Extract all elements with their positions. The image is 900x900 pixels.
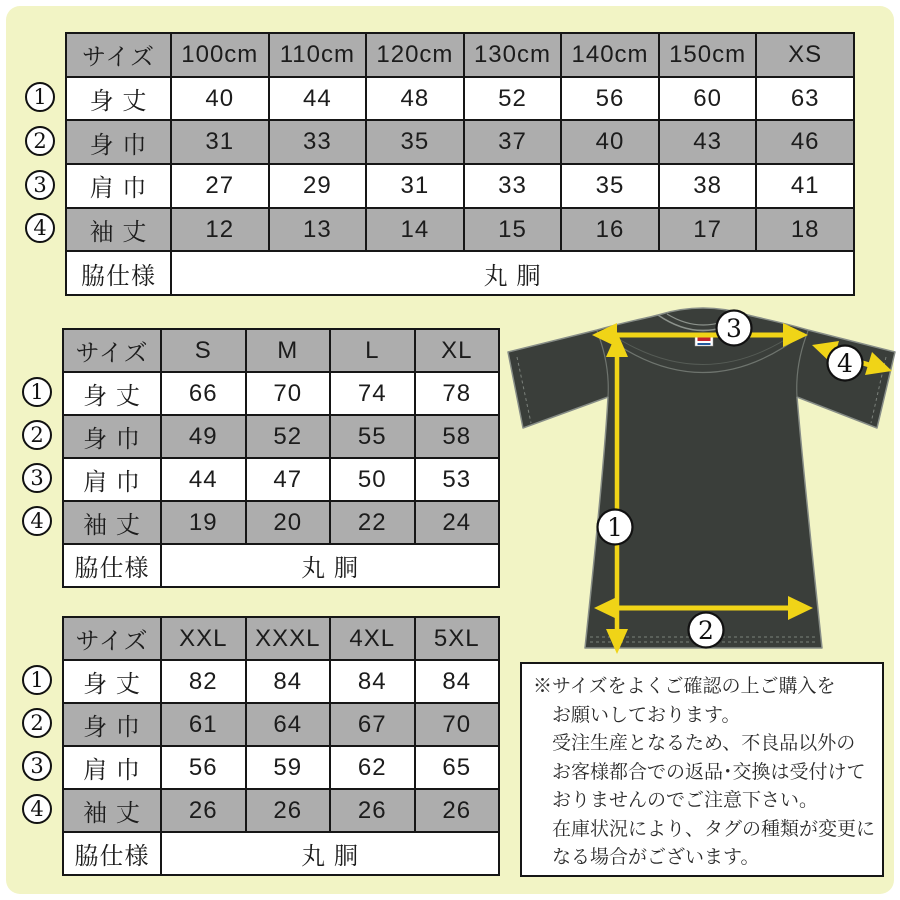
size-value: 66 <box>161 372 246 415</box>
table-row <box>63 458 499 501</box>
size-value: 58 <box>415 415 500 458</box>
column-header: 140cm <box>561 33 659 77</box>
row-marker-3: 3 <box>25 170 55 200</box>
size-value: 84 <box>246 660 331 703</box>
shirt-marker-3 <box>717 311 752 346</box>
table-row <box>66 164 854 208</box>
notice-line: おりませんのでご注意下さい。 <box>552 790 819 811</box>
column-header: L <box>330 329 415 372</box>
size-value: 12 <box>171 208 269 252</box>
size-value: 70 <box>246 372 331 415</box>
row-label: 袖 丈 <box>63 789 161 832</box>
column-header: 130cm <box>464 33 562 77</box>
row-label: 肩 巾 <box>66 164 171 208</box>
size-value: 26 <box>161 789 246 832</box>
size-value: 52 <box>246 415 331 458</box>
size-value: 44 <box>269 77 367 121</box>
table-header-row <box>63 329 499 372</box>
svg-text:1: 1 <box>607 513 623 542</box>
size-value: 48 <box>366 77 464 121</box>
notice-line: お願いしております。 <box>552 704 741 726</box>
tshirt-measure-diagram <box>500 300 900 665</box>
row-label: 身 巾 <box>66 120 171 164</box>
notice-line: 受注生産となるため、不良品以外の <box>552 733 856 754</box>
size-value: 33 <box>269 120 367 164</box>
size-value: 13 <box>269 208 367 252</box>
size-value: 26 <box>415 789 500 832</box>
column-header: 5XL <box>415 617 500 660</box>
column-header: サイズ <box>63 329 161 372</box>
notice-line: なる場合がございます。 <box>552 847 760 868</box>
size-value: 38 <box>659 164 757 208</box>
row-marker-2: 2 <box>25 126 55 156</box>
size-value: 61 <box>161 703 246 746</box>
size-value: 22 <box>330 501 415 544</box>
size-value: 43 <box>659 120 757 164</box>
table-row <box>63 501 499 544</box>
size-value: 31 <box>171 120 269 164</box>
size-value: 20 <box>246 501 331 544</box>
footer-label: 脇仕様 <box>63 832 161 875</box>
table-row <box>63 746 499 789</box>
row-marker-1: 1 <box>25 82 55 112</box>
footer-label: 脇仕様 <box>66 251 171 295</box>
size-value: 15 <box>464 208 562 252</box>
table-footer-row <box>63 832 499 875</box>
column-header: XXL <box>161 617 246 660</box>
row-label: 身 巾 <box>63 703 161 746</box>
table-row <box>66 77 854 121</box>
size-table-kids <box>65 32 855 296</box>
size-value: 67 <box>330 703 415 746</box>
table-footer-row <box>63 544 499 587</box>
footer-label: 脇仕様 <box>63 544 161 587</box>
size-value: 59 <box>246 746 331 789</box>
size-value: 17 <box>659 208 757 252</box>
row-label: 身 巾 <box>63 415 161 458</box>
notice-line: ※サイズをよくご確認の上ご購入を <box>533 676 836 697</box>
shirt-marker-1 <box>598 510 633 545</box>
size-table-big <box>62 616 500 876</box>
column-header: 110cm <box>269 33 367 77</box>
size-value: 60 <box>659 77 757 121</box>
table-row <box>63 660 499 703</box>
row-label: 身 丈 <box>63 372 161 415</box>
footer-value: 丸 胴 <box>161 544 499 587</box>
size-value: 84 <box>415 660 500 703</box>
column-header: サイズ <box>66 33 171 77</box>
column-header: 100cm <box>171 33 269 77</box>
table-footer-row <box>66 251 854 295</box>
size-value: 27 <box>171 164 269 208</box>
size-value: 46 <box>756 120 854 164</box>
size-value: 19 <box>161 501 246 544</box>
table-header-row <box>63 617 499 660</box>
size-value: 55 <box>330 415 415 458</box>
row-marker-4: 4 <box>22 506 52 536</box>
size-value: 26 <box>246 789 331 832</box>
size-value: 78 <box>415 372 500 415</box>
size-value: 40 <box>171 77 269 121</box>
row-label: 袖 丈 <box>63 501 161 544</box>
size-value: 56 <box>561 77 659 121</box>
size-value: 52 <box>464 77 562 121</box>
size-value: 53 <box>415 458 500 501</box>
shirt-marker-4 <box>828 346 863 381</box>
size-value: 50 <box>330 458 415 501</box>
size-value: 84 <box>330 660 415 703</box>
size-value: 40 <box>561 120 659 164</box>
size-value: 70 <box>415 703 500 746</box>
size-value: 74 <box>330 372 415 415</box>
row-label: 身 丈 <box>66 77 171 121</box>
row-marker-4: 4 <box>22 794 52 824</box>
table-row <box>63 415 499 458</box>
table-header-row <box>66 33 854 77</box>
notice-line: 在庫状況により、タグの種類が変更に <box>552 818 876 840</box>
row-marker-2: 2 <box>22 708 52 738</box>
table-row <box>63 789 499 832</box>
column-header: XS <box>756 33 854 77</box>
table-row <box>63 703 499 746</box>
row-marker-3: 3 <box>22 463 52 493</box>
size-value: 33 <box>464 164 562 208</box>
size-value: 65 <box>415 746 500 789</box>
size-value: 29 <box>269 164 367 208</box>
column-header: M <box>246 329 331 372</box>
column-header: 150cm <box>659 33 757 77</box>
row-label: 身 丈 <box>63 660 161 703</box>
size-value: 44 <box>161 458 246 501</box>
size-value: 31 <box>366 164 464 208</box>
row-marker-3: 3 <box>22 751 52 781</box>
size-value: 63 <box>756 77 854 121</box>
column-header: S <box>161 329 246 372</box>
size-value: 35 <box>366 120 464 164</box>
row-label: 袖 丈 <box>66 208 171 252</box>
row-marker-2: 2 <box>22 420 52 450</box>
table-row <box>66 208 854 252</box>
size-value: 18 <box>756 208 854 252</box>
size-value: 37 <box>464 120 562 164</box>
size-value: 26 <box>330 789 415 832</box>
size-value: 47 <box>246 458 331 501</box>
row-marker-1: 1 <box>22 665 52 695</box>
size-value: 35 <box>561 164 659 208</box>
size-table-adult <box>62 328 500 588</box>
svg-text:4: 4 <box>837 349 853 378</box>
shirt-marker-2 <box>689 613 724 648</box>
column-header: XXXL <box>246 617 331 660</box>
footer-value: 丸 胴 <box>171 251 854 295</box>
size-value: 49 <box>161 415 246 458</box>
svg-text:3: 3 <box>726 314 742 343</box>
size-value: 82 <box>161 660 246 703</box>
column-header: サイズ <box>63 617 161 660</box>
size-value: 62 <box>330 746 415 789</box>
column-header: 120cm <box>366 33 464 77</box>
size-value: 64 <box>246 703 331 746</box>
size-value: 14 <box>366 208 464 252</box>
size-value: 16 <box>561 208 659 252</box>
purchase-notice-box <box>520 662 884 877</box>
footer-value: 丸 胴 <box>161 832 499 875</box>
column-header: XL <box>415 329 500 372</box>
size-value: 41 <box>756 164 854 208</box>
row-label: 肩 巾 <box>63 746 161 789</box>
notice-line: お客様都合での返品･交換は受付けて <box>552 761 866 783</box>
size-value: 24 <box>415 501 500 544</box>
row-marker-1: 1 <box>22 377 52 407</box>
column-header: 4XL <box>330 617 415 660</box>
svg-text:2: 2 <box>698 616 714 645</box>
table-row <box>66 120 854 164</box>
size-value: 56 <box>161 746 246 789</box>
row-marker-4: 4 <box>25 213 55 243</box>
row-label: 肩 巾 <box>63 458 161 501</box>
table-row <box>63 372 499 415</box>
